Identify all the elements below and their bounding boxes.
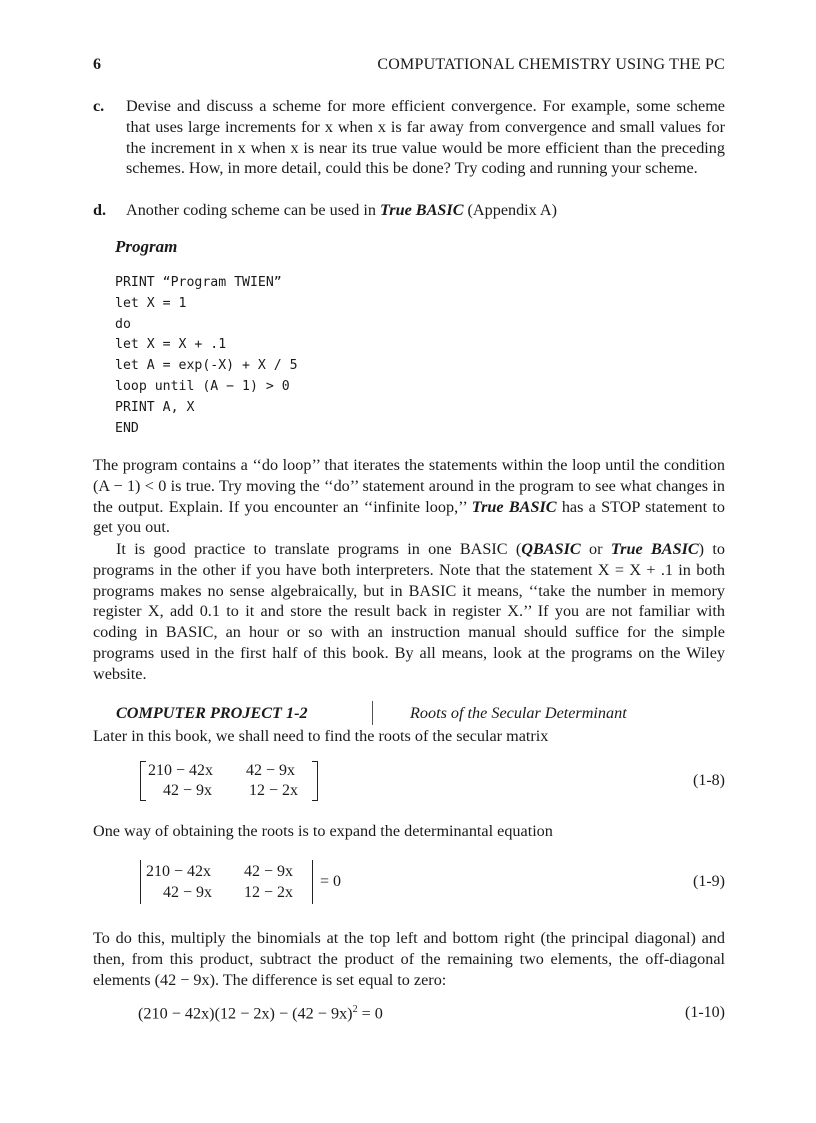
project-title: Roots of the Secular Determinant	[410, 704, 627, 722]
project-label: COMPUTER PROJECT 1-2	[116, 704, 308, 722]
matrix-cell: 42 − 9x	[163, 782, 213, 799]
matrix-cell: 12 − 2x	[249, 782, 299, 799]
heading-divider	[372, 701, 373, 725]
determinant-cell: 12 − 2x	[244, 884, 294, 901]
item-label: c.	[93, 97, 105, 115]
equation-number: (1-9)	[693, 873, 725, 890]
determinant-cell: 210 − 42x	[146, 863, 212, 880]
body-paragraph: To do this, multiply the binomials at the top left and bottom right (the principal diagonal) and then, from this product, subtract the product of the remaining two elements, the off-diagonal elements (42 − 9x). The difference is set equal to zero:	[93, 929, 725, 989]
code-line: loop until (A − 1) > 0	[115, 378, 290, 394]
determinant-left-bar	[140, 860, 141, 904]
matrix-right-bracket	[312, 761, 318, 801]
project-heading	[116, 704, 725, 728]
body-paragraph: One way of obtaining the roots is to expand the determinantal equation	[93, 822, 553, 840]
code-line: PRINT A, X	[115, 399, 195, 415]
determinant-cell: 42 − 9x	[244, 863, 294, 880]
item-text: Devise and discuss a scheme for more efficient convergence. For example, some scheme that uses large increments for x when x is far away from convergence and small values for the increment in x when x is near its true value would be more efficient than the preceding schemes. How, in more detail, could this be done? Try coding and running your scheme.	[126, 97, 725, 178]
program-heading: Program	[115, 237, 178, 256]
determinant-cell: 42 − 9x	[163, 884, 213, 901]
body-paragraph: It is good practice to translate programs in one BASIC (QBASIC or True BASIC) to programs in the other if you have both interpreters. Note that the statement X = X + .1 in both programs makes no sense algebraically, but in BASIC it means, ‘‘take the number in memory register X, add 0.1 to it and store the result back in register X.’’ If you are not familiar with coding in BASIC, an hour or so with an instruction manual should suffice for the simple programs used in the first half of this book. By all means, look at the programs on the Wiley website.	[93, 540, 725, 683]
code-line: let X = 1	[115, 295, 187, 311]
matrix-cell: 42 − 9x	[246, 762, 296, 779]
list-item-d	[93, 200, 725, 221]
code-line: do	[115, 316, 131, 332]
code-listing	[115, 273, 298, 439]
code-line: END	[115, 420, 139, 436]
code-line: let X = X + .1	[115, 337, 227, 353]
code-line: PRINT “Program TWIEN”	[115, 275, 282, 290]
body-paragraph: Later in this book, we shall need to find the roots of the secular matrix	[93, 727, 549, 745]
determinant-right-bar	[312, 860, 313, 904]
list-item-c	[93, 96, 725, 179]
running-title: COMPUTATIONAL CHEMISTRY USING THE PC	[377, 56, 725, 73]
matrix-cell: 210 − 42x	[148, 762, 214, 779]
page-number: 6	[93, 56, 101, 73]
code-line: let A = exp(-X) + X / 5	[115, 358, 298, 374]
equation-1-10: $(210 - 42x)(12 - 2x) - (42 - 9x)^2 = 0$	[138, 1004, 383, 1023]
equation-number: (1-10)	[685, 1004, 725, 1021]
page-header	[93, 56, 725, 80]
equation-number: (1-8)	[693, 772, 725, 789]
body-paragraph: The program contains a ‘‘do loop’’ that iterates the statements within the loop until the condition (A − 1) < 0 is true. Try moving the ‘‘do’’ statement around in the program to see what changes in the output. Explain. If you encounter an ‘‘infinite loop,’’ True BASIC has a STOP statement to get you out.	[93, 456, 726, 537]
item-text: Another coding scheme can be used in True BASIC (Appendix A)	[126, 201, 558, 219]
item-label: d.	[93, 201, 107, 219]
determinant-rhs: = 0	[320, 873, 342, 890]
matrix-left-bracket	[140, 761, 146, 801]
